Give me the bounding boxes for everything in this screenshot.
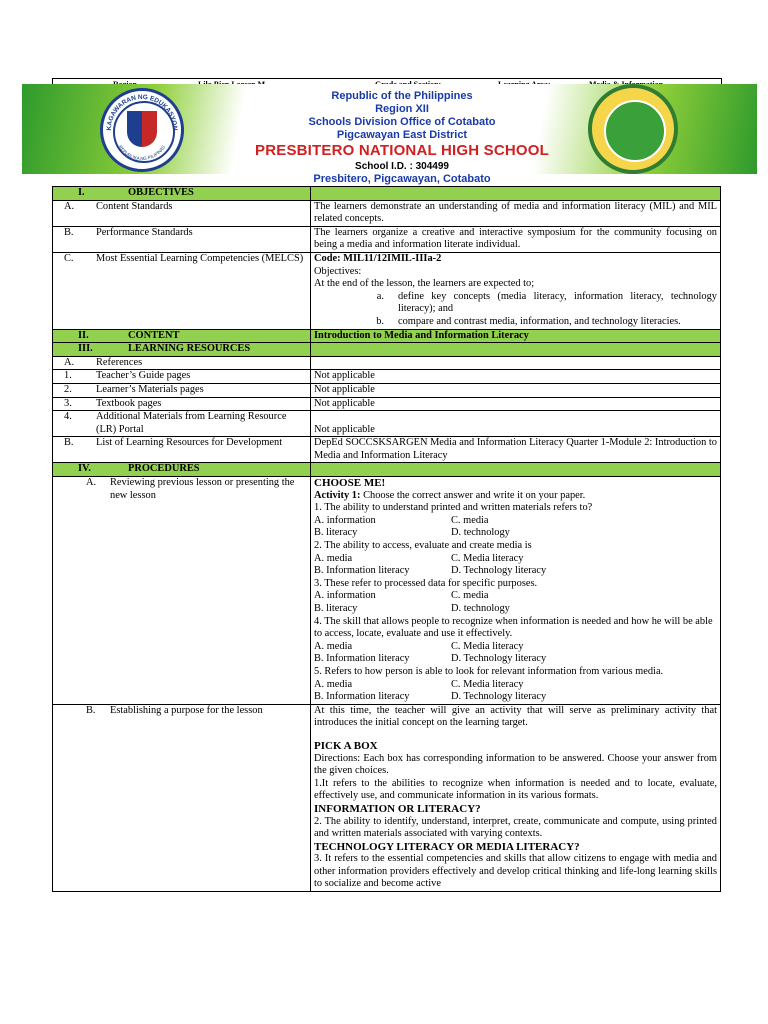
row-melcs: C. Most Essential Learning Competencies (MELCS) Code: MIL11/12IMIL-IIIa-2 Objectives: At the end of the lesson, the learners are expected to; a. define key concepts (media literacy, information literacy, technology literacy); and b. compare and contrast media, information, and technology literacies. (53, 252, 721, 329)
row-review-lesson: A. Reviewing previous lesson or presenting the new lesson CHOOSE ME! Activity 1: Choose the correct answer and write it on your paper. 1. The ability to understand printed and written materials refers to? A. information C. media B. literacy D. technology 2. The ability to access, evaluate and create media is A. media C. Media literacy B. Information literacy D. Technology literacy 3. These refer to processed data for specific purposes. A. information C. media B. literacy D. technology 4. The skill that allows people to recognize when information is needed and how he will be able to access, locate, evaluate and use it effectively. A. media C. Media literacy B. Information literacy D. Technology literacy 5. Refers to how person is able to look for relevant information from various media. A. media C. Media literacy B. Information literacy D. Technology literacy (53, 477, 721, 705)
pick-a-box-title: PICK A BOX (314, 739, 378, 752)
row-additional-materials: 4. Additional Materials from Learning Resource (LR) Portal Not applicable (53, 411, 721, 437)
banner-heading (252, 90, 552, 186)
row-establishing-purpose: B. Establishing a purpose for the lesson At this time, the teacher will give an activity that will serve as preliminary activity that introduces the initial concept on the learning target. PICK A BOX Directions: Each box has corresponding information to be answered. Choose your answer from the given choices. 1.It refers to the abilities to recognize when information is needed and to locate, evaluate, effectively use, and communicate information in its various formats. INFORMATION OR LITERACY? 2. The ability to identify, understand, interpret, create, communicate and compute, using printed and written materials associated with varying contexts. TECHNOLOGY LITERACY OR MEDIA LITERACY? 3. It refers to the essential competencies and skills that allow citizens to engage with media and other information providers effectively and develop critical thinking and life-long learning skills to socialize and become active (53, 704, 721, 891)
choice-row: B. Information literacy D. Technology literacy (314, 691, 547, 703)
school-id: School I.D. : 304499 (355, 161, 449, 172)
question: 4. The skill that allows people to recognize when information is needed and how he will be able to access, locate, evaluate and use it effectively. (314, 615, 713, 640)
banner-region: Region XII (375, 103, 429, 115)
pick-box-choice-2: TECHNOLOGY LITERACY OR MEDIA LITERACY? (314, 840, 580, 853)
choice-row: B. Information literacy D. Technology literacy (314, 653, 547, 665)
list-item: a. define key concepts (media literacy, information literacy, technology literacy); and (376, 290, 717, 315)
row-references: A. References (53, 356, 721, 370)
section-learning-resources: III. LEARNING RESOURCES (53, 343, 721, 357)
row-learners-materials: 2. Learner’s Materials pages Not applicable (53, 383, 721, 397)
section-objectives: I. OBJECTIVES (53, 187, 721, 201)
svg-text:KAGAWARAN NG EDUKASYON: KAGAWARAN NG EDUKASYON (105, 93, 179, 131)
activity-instructions: Activity 1: Choose the correct answer and write it on your paper. (314, 489, 586, 501)
purpose-intro: At this time, the teacher will give an activity that will serve as preliminary activity that introduces the initial concept on the learning target. (314, 704, 717, 729)
pick-box-item-1: 1.It refers to the abilities to recognize when information is needed and to locate, evaluate, effectively use, and communicate information in its various formats. (314, 777, 717, 802)
deped-seal-icon (100, 88, 184, 172)
question: 1. The ability to understand printed and written materials refers to? (314, 502, 593, 514)
svg-text:REPUBLIKA NG PILIPINAS: REPUBLIKA NG PILIPINAS (117, 144, 167, 162)
choice-row: A. information C. media (314, 590, 489, 602)
question: 2. The ability to access, evaluate and create media is (314, 540, 532, 552)
choice-row: A. information C. media (314, 514, 489, 526)
choice-row: A. media C. Media literacy (314, 552, 524, 564)
section-content: II. CONTENT Introduction to Media and Information Literacy (53, 329, 721, 343)
choice-row: A. media C. Media literacy (314, 678, 524, 690)
school-address: Presbitero, Pigcawayan, Cotabato (313, 173, 491, 185)
choice-row: A. media C. Media literacy (314, 640, 524, 652)
banner-district: Pigcawayan East District (336, 129, 468, 141)
choice-row: B. Information literacy D. Technology literacy (314, 565, 547, 577)
row-list-resources: B. List of Learning Resources for Development DepEd SOCCSKSARGEN Media and Information Literacy Quarter 1-Module 2: Introduction to Media and Information Literacy (53, 437, 721, 463)
list-item: b. compare and contrast media, information, and technology literacies. (376, 315, 681, 327)
row-performance-standards: B. Performance Standards The learners organize a creative and interactive symposium for the community focusing on being a media and information literate individual. (53, 226, 721, 252)
question: 3. These refer to processed data for specific purposes. (314, 577, 538, 589)
school-seal-icon (588, 84, 678, 174)
melcs-intro: At the end of the lesson, the learners are expected to; (314, 278, 535, 290)
school-banner (22, 84, 757, 185)
melcs-objectives-label: Objectives: (314, 265, 362, 277)
school-name: PRESBITERO NATIONAL HIGH SCHOOL (255, 142, 549, 159)
lesson-plan-table (52, 186, 721, 892)
row-textbook: 3. Textbook pages Not applicable (53, 397, 721, 411)
pick-box-item-2: 2. The ability to identify, understand, interpret, create, communicate and compute, using printed and written materials associated with varying contexts. (314, 815, 717, 840)
row-content-standards: A. Content Standards The learners demonstrate an understanding of media and information literacy (MIL) and MIL related concepts. (53, 200, 721, 226)
activity-title: CHOOSE ME! (314, 477, 386, 490)
choice-row: B. literacy D. technology (314, 603, 510, 614)
pick-box-choice-1: INFORMATION OR LITERACY? (314, 802, 481, 815)
melcs-code: Code: MIL11/12IMIL-IIIa-2 (314, 252, 442, 264)
section-procedures: IV. PROCEDURES (53, 463, 721, 477)
choice-row: B. literacy D. technology (314, 527, 510, 539)
melcs-objective-list (314, 291, 717, 329)
banner-division: Schools Division Office of Cotabato (308, 116, 496, 128)
banner-republic: Republic of the Philippines (331, 90, 473, 102)
pick-a-box-directions: Directions: Each box has corresponding information to be answered. Choose your answer from the given choices. (314, 752, 717, 777)
question: 5. Refers to how person is able to look for relevant information from various media. (314, 665, 664, 677)
row-teachers-guide: 1. Teacher’s Guide pages Not applicable (53, 370, 721, 384)
pick-box-item-3: 3. It refers to the essential competencies and skills that allow citizens to engage with media and other information providers effectively and develop critical thinking and life-long learning skills to socialize and become active (314, 853, 717, 890)
